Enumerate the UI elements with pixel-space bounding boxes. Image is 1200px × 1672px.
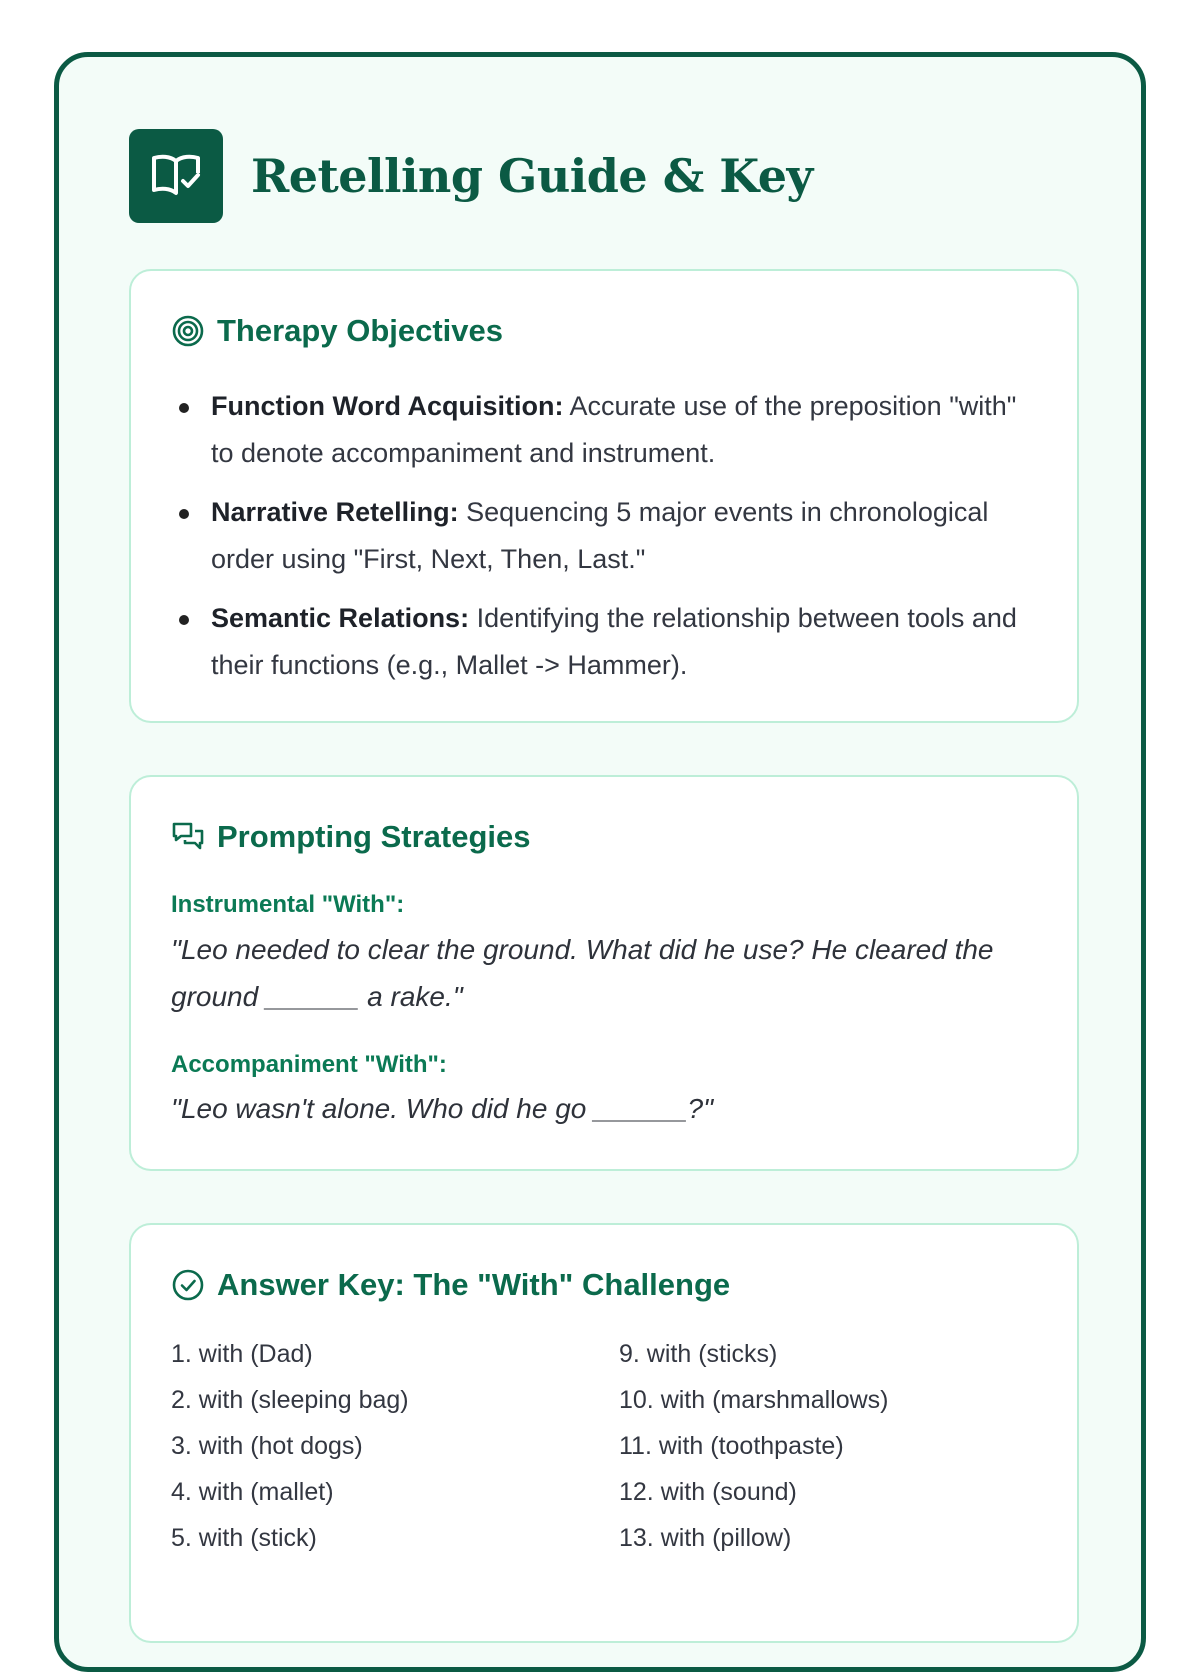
prompting-card (129, 775, 1079, 1171)
book-check-icon (129, 129, 223, 223)
answer-item: 4. with (mallet) (171, 1478, 334, 1506)
chat-bubbles-icon (171, 820, 205, 854)
page-header (129, 129, 813, 223)
list-item (171, 595, 1041, 689)
objective-text: Identifying the relationship between tools and their functions (e.g., Mallet -> Hammer). (211, 603, 1017, 680)
objectives-title: Therapy Objectives (217, 313, 504, 348)
accompaniment-label: Accompaniment "With": (171, 1051, 447, 1078)
answer-item: 3. with (hot dogs) (171, 1432, 363, 1460)
prompting-header (171, 819, 531, 855)
objective-text: Sequencing 5 major events in chronological order using "First, Next, Then, Last." (211, 497, 989, 574)
instrumental-label: Instrumental "With": (171, 891, 405, 918)
answer-key-right-column (619, 1331, 889, 1561)
answer-item: 1. with (Dad) (171, 1340, 313, 1368)
page-title: Retelling Guide & Key (251, 149, 813, 203)
answer-item: 9. with (sticks) (619, 1340, 778, 1368)
objectives-list (171, 383, 1041, 701)
objectives-header (171, 313, 503, 349)
guide-panel (54, 52, 1146, 1672)
instrumental-quote: "Leo needed to clear the ground. What did he use? He cleared the ground ______ a rake." (171, 934, 994, 1012)
accompaniment-quote: "Leo wasn't alone. Who did he go ______?" (171, 1093, 714, 1124)
answer-item: 2. with (sleeping bag) (171, 1386, 409, 1414)
answer-item: 13. with (pillow) (619, 1524, 792, 1552)
list-item (171, 383, 1041, 477)
answer-item: 10. with (marshmallows) (619, 1386, 889, 1414)
answer-key-left-column (171, 1331, 409, 1561)
list-item (171, 489, 1041, 583)
objectives-card (129, 269, 1079, 723)
objective-term: Semantic Relations: (211, 603, 470, 633)
objective-text: Accurate use of the preposition "with" to denote accompaniment and instrument. (211, 391, 1017, 468)
objective-term: Function Word Acquisition: (211, 391, 564, 421)
answer-item: 11. with (toothpaste) (619, 1432, 844, 1460)
objective-term: Narrative Retelling: (211, 497, 459, 527)
answer-key-title: Answer Key: The "With" Challenge (217, 1267, 731, 1302)
answer-key-header (171, 1267, 730, 1303)
prompting-title: Prompting Strategies (217, 819, 531, 854)
target-icon (171, 314, 205, 348)
answer-item: 12. with (sound) (619, 1478, 797, 1506)
check-circle-icon (171, 1268, 205, 1302)
answer-key-card (129, 1223, 1079, 1643)
answer-item: 5. with (stick) (171, 1524, 317, 1552)
